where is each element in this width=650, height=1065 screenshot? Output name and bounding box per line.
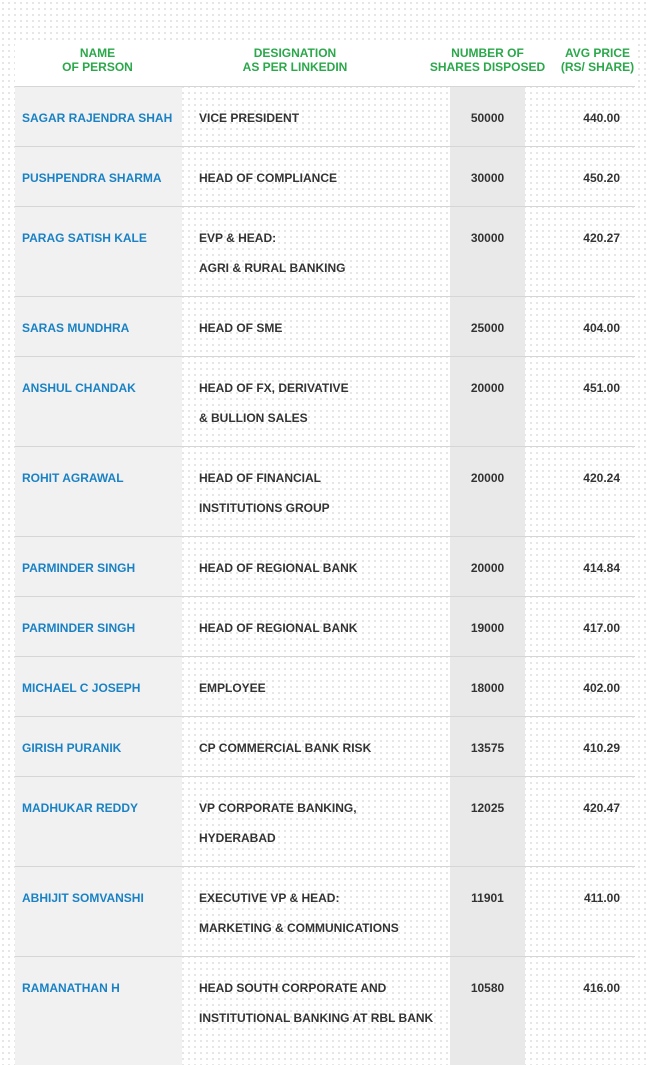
avg-price: 411.00 bbox=[583, 891, 620, 905]
person-name: PARMINDER SINGH bbox=[22, 561, 136, 575]
avg-price: 410.29 bbox=[583, 741, 620, 755]
table-header bbox=[15, 40, 635, 86]
person-name: ABHIJIT SOMVANSHI bbox=[22, 891, 144, 905]
shares-disposed: 25000 bbox=[470, 321, 505, 335]
designation-line: HEAD OF FINANCIAL bbox=[199, 471, 321, 485]
person-name: PARMINDER SINGH bbox=[22, 621, 136, 635]
avg-price: 420.47 bbox=[583, 801, 620, 815]
designation-line: MARKETING & COMMUNICATIONS bbox=[199, 921, 399, 935]
person-name: ROHIT AGRAWAL bbox=[22, 471, 124, 485]
table-row bbox=[15, 866, 635, 956]
designation-line: INSTITUTIONS GROUP bbox=[199, 501, 330, 515]
designation bbox=[199, 471, 330, 531]
designation-line: EMPLOYEE bbox=[199, 681, 266, 695]
shares-disposed: 20000 bbox=[470, 561, 505, 575]
person-name: MICHAEL C JOSEPH bbox=[22, 681, 141, 695]
designation bbox=[199, 621, 357, 651]
avg-price: 440.00 bbox=[583, 111, 620, 125]
avg-price: 416.00 bbox=[583, 981, 620, 995]
shares-disposed: 30000 bbox=[470, 231, 505, 245]
table-row bbox=[15, 86, 635, 146]
designation bbox=[199, 801, 357, 861]
person-name: RAMANATHAN H bbox=[22, 981, 120, 995]
header-designation: DESIGNATION AS PER LINKEDIN bbox=[242, 46, 348, 74]
designation bbox=[199, 561, 357, 591]
shares-disposed: 19000 bbox=[470, 621, 505, 635]
designation bbox=[199, 681, 266, 711]
designation-line: INSTITUTIONAL BANKING AT RBL BANK bbox=[199, 1011, 434, 1025]
designation bbox=[199, 111, 299, 141]
person-name: PARAG SATISH KALE bbox=[22, 231, 147, 245]
table-row bbox=[15, 206, 635, 296]
table-row bbox=[15, 446, 635, 536]
person-name: SAGAR RAJENDRA SHAH bbox=[22, 111, 173, 125]
designation-line: EVP & HEAD: bbox=[199, 231, 277, 245]
person-name: ANSHUL CHANDAK bbox=[22, 381, 136, 395]
table-row bbox=[15, 596, 635, 656]
designation-line: HEAD OF REGIONAL BANK bbox=[199, 621, 358, 635]
table-row bbox=[15, 536, 635, 596]
shares-disposed: 10580 bbox=[470, 981, 505, 995]
designation-line: & BULLION SALES bbox=[199, 411, 308, 425]
designation-line: HEAD OF COMPLIANCE bbox=[199, 171, 337, 185]
designation bbox=[199, 741, 371, 771]
designation-line: HEAD OF REGIONAL BANK bbox=[199, 561, 358, 575]
avg-price: 414.84 bbox=[583, 561, 620, 575]
person-name: PUSHPENDRA SHARMA bbox=[22, 171, 162, 185]
table-row bbox=[15, 296, 635, 356]
shares-disposed: 11901 bbox=[471, 891, 504, 905]
table-row bbox=[15, 656, 635, 716]
shares-disposed: 13575 bbox=[470, 741, 505, 755]
designation-line: CP COMMERCIAL BANK RISK bbox=[199, 741, 372, 755]
header-name: NAME OF PERSON bbox=[62, 46, 133, 74]
designation bbox=[199, 981, 433, 1041]
avg-price: 404.00 bbox=[583, 321, 620, 335]
shares-disposed: 18000 bbox=[470, 681, 505, 695]
designation-line: AGRI & RURAL BANKING bbox=[199, 261, 346, 275]
avg-price: 451.00 bbox=[583, 381, 620, 395]
shares-disposed: 30000 bbox=[470, 171, 505, 185]
designation bbox=[199, 321, 282, 351]
shares-disposed: 20000 bbox=[470, 471, 505, 485]
person-name: MADHUKAR REDDY bbox=[22, 801, 138, 815]
designation-line: VP CORPORATE BANKING, bbox=[199, 801, 357, 815]
table-row bbox=[15, 776, 635, 866]
designation bbox=[199, 231, 345, 291]
avg-price: 417.00 bbox=[583, 621, 620, 635]
table-row bbox=[15, 146, 635, 206]
designation-line: EXECUTIVE VP & HEAD: bbox=[199, 891, 340, 905]
designation bbox=[199, 381, 349, 441]
shares-disposed: 50000 bbox=[470, 111, 505, 125]
designation-line: HEAD OF FX, DERIVATIVE bbox=[199, 381, 349, 395]
avg-price: 402.00 bbox=[583, 681, 620, 695]
designation bbox=[199, 171, 337, 201]
table-row bbox=[15, 356, 635, 446]
table-body bbox=[15, 86, 635, 1061]
designation-line: HYDERABAD bbox=[199, 831, 276, 845]
insider-disposal-table bbox=[15, 40, 635, 1065]
designation-line: HEAD OF SME bbox=[199, 321, 283, 335]
avg-price: 420.27 bbox=[583, 231, 620, 245]
shares-disposed: 12025 bbox=[470, 801, 505, 815]
table-row bbox=[15, 956, 635, 1061]
designation-line: HEAD SOUTH CORPORATE AND bbox=[199, 981, 387, 995]
avg-price: 450.20 bbox=[583, 171, 620, 185]
header-price: AVG PRICE (RS/ SHARE) bbox=[560, 46, 635, 74]
person-name: GIRISH PURANIK bbox=[22, 741, 122, 755]
designation-line: VICE PRESIDENT bbox=[199, 111, 300, 125]
avg-price: 420.24 bbox=[583, 471, 620, 485]
person-name: SARAS MUNDHRA bbox=[22, 321, 130, 335]
designation bbox=[199, 891, 399, 951]
header-shares: NUMBER OF SHARES DISPOSED bbox=[429, 46, 546, 74]
shares-disposed: 20000 bbox=[470, 381, 505, 395]
table-row bbox=[15, 716, 635, 776]
